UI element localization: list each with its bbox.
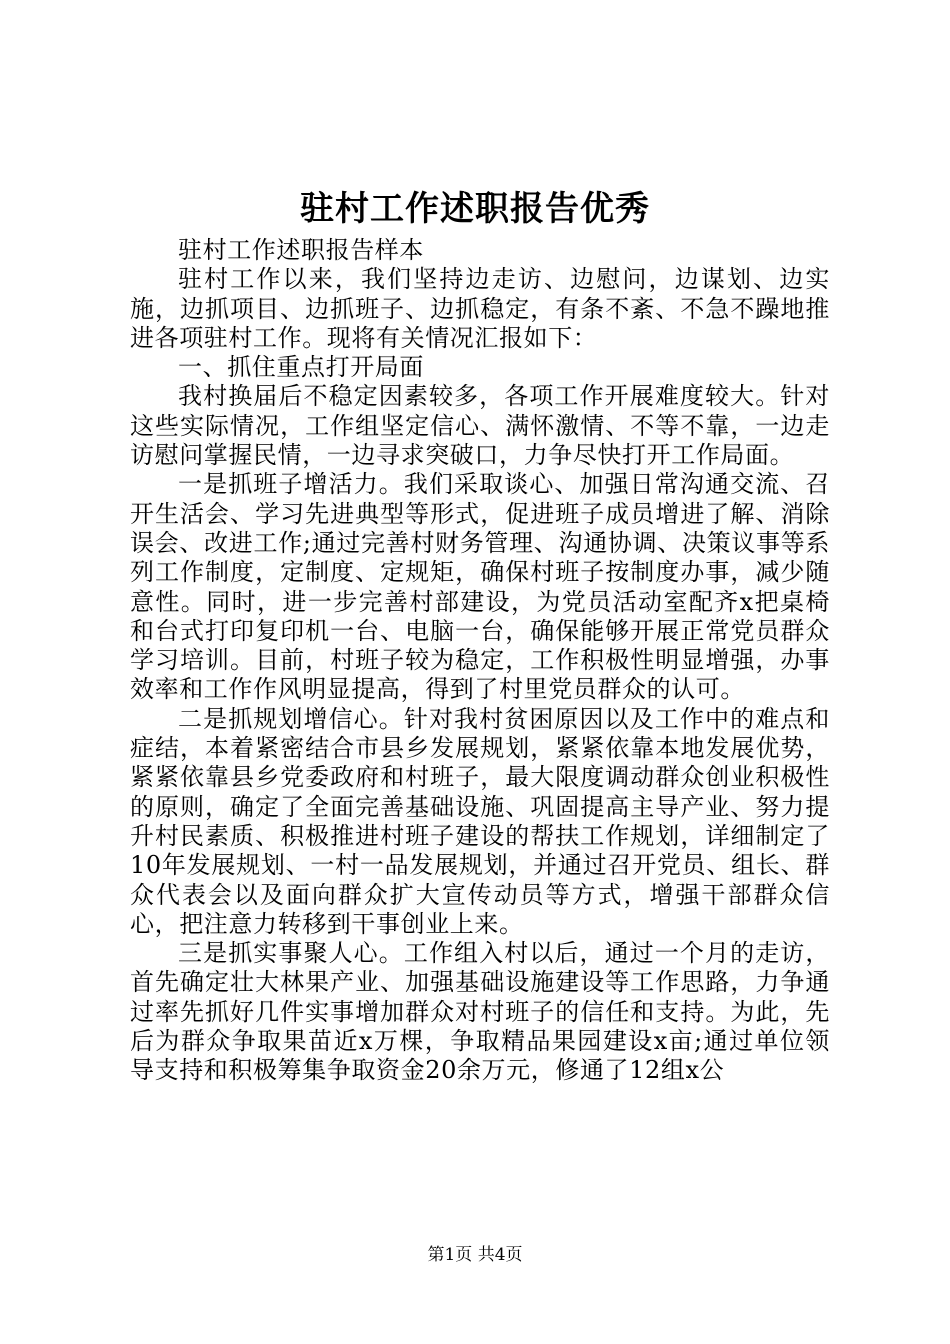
section-heading: 一、抓住重点打开局面 — [178, 353, 424, 382]
body-paragraph: 三是抓实事聚人心。工作组入村以后，通过一个月的走访，首先确定壮大林果产业、加强基础设施建设等工作思路，力争通过率先抓好几件实事增加群众对村班子的信任和支持。为此，先后为群众争取果苗近x万棵，争取精品果园建设x亩;通过单位领导支持和积极筹集争取资金20余万元，修通了12组x公 — [130, 939, 830, 1085]
page-footer: 第1页 共4页 — [427, 1245, 523, 1265]
body-paragraph: 二是抓规划增信心。针对我村贫困原因以及工作中的难点和症结，本着紧密结合市县乡发展规划，紧紧依靠本地发展优势，紧紧依靠县乡党委政府和村班子，最大限度调动群众创业积极性的原则，确定了全面完善基础设施、巩固提高主导产业、努力提升村民素质、积极推进村班子建设的帮扶工作规划，详细制定了10年发展规划、一村一品发展规划，并通过召开党员、组长、群众代表会以及面向群众扩大宣传动员等方式，增强干部群众信心，把注意力转移到干事创业上来。 — [130, 704, 830, 938]
body-paragraph: 一是抓班子增活力。我们采取谈心、加强日常沟通交流、召开生活会、学习先进典型等形式，促进班子成员增进了解、消除误会、改进工作;通过完善村财务管理、沟通协调、决策议事等系列工作制度，定制度、定规矩，确保村班子按制度办事，减少随意性。同时，进一步完善村部建设，为党员活动室配齐x把桌椅和台式打印复印机一台、电脑一台，确保能够开展正常党员群众学习培训。目前，村班子较为稳定，工作积极性明显增强，办事效率和工作作风明显提高，得到了村里党员群众的认可。 — [130, 470, 830, 704]
body-paragraph: 我村换届后不稳定因素较多，各项工作开展难度较大。针对这些实际情况，工作组坚定信心、满怀激情、不等不靠，一边走访慰问掌握民情，一边寻求突破口，力争尽快打开工作局面。 — [130, 382, 830, 470]
subtitle-paragraph: 驻村工作述职报告样本 — [178, 236, 424, 264]
intro-paragraph: 驻村工作以来，我们坚持边走访、边慰问，边谋划、边实施，边抓项目、边抓班子、边抓稳定，有条不紊、不急不躁地推进各项驻村工作。现将有关情况汇报如下： — [130, 265, 830, 352]
document-title: 驻村工作述职报告优秀 — [300, 189, 650, 229]
document-body — [130, 236, 830, 1086]
